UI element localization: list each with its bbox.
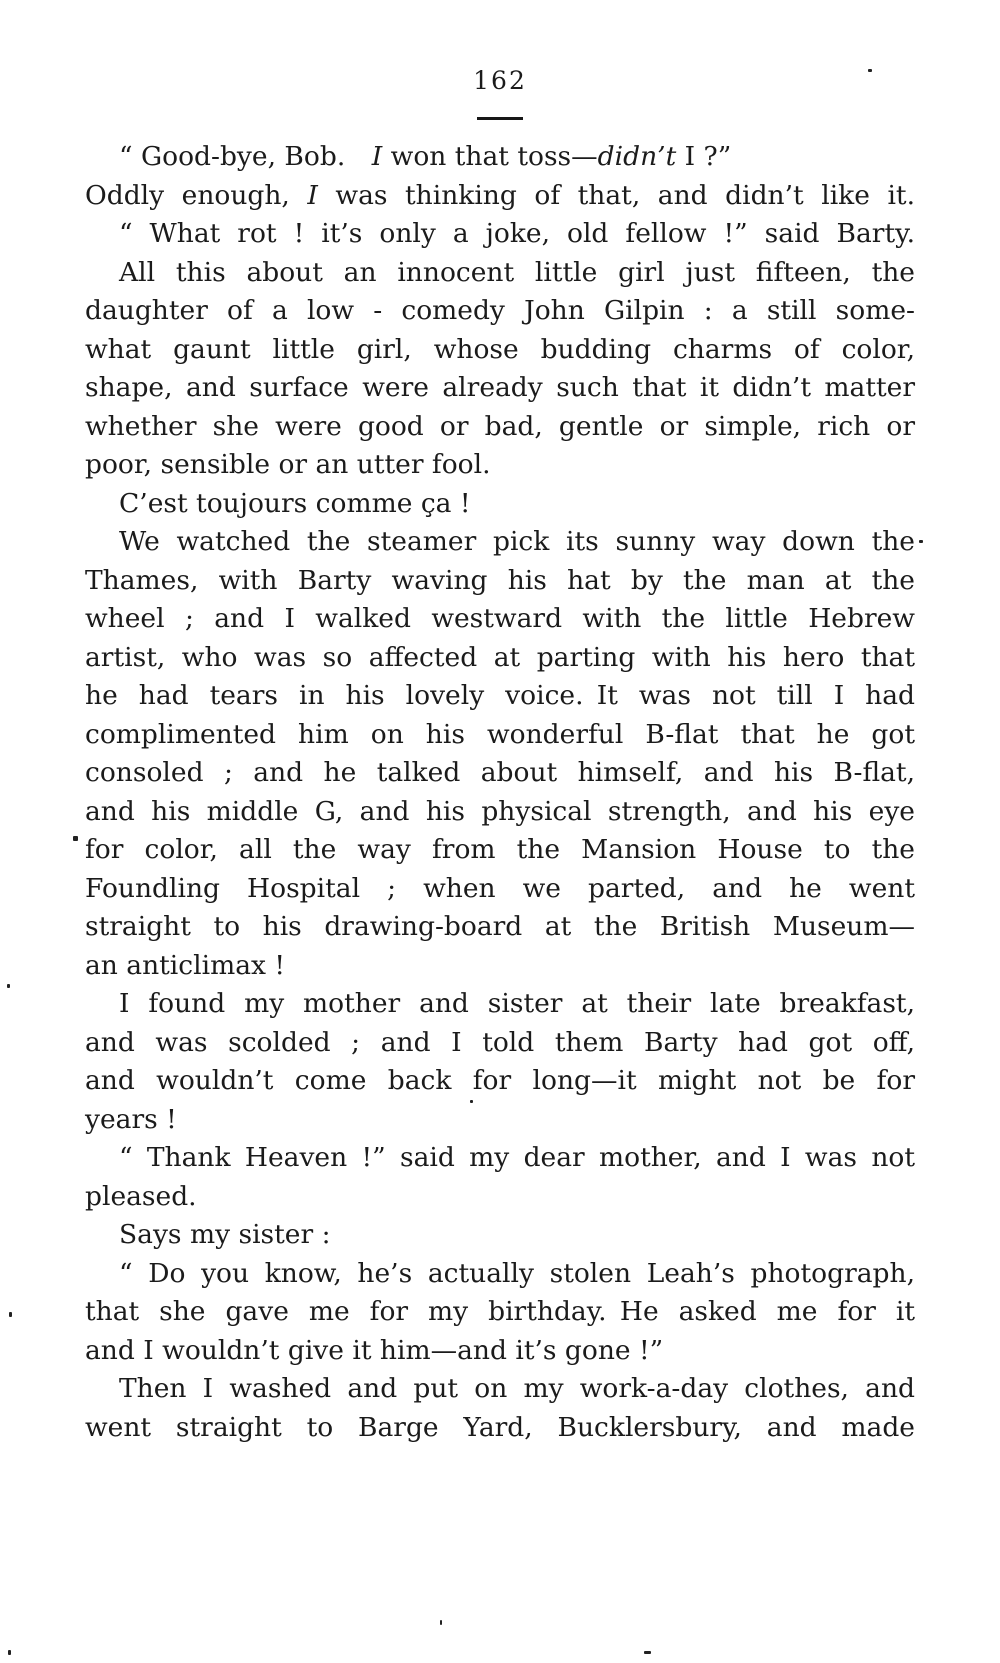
text-line [85,1216,915,1255]
scan-speck [644,1651,651,1654]
text-segment: wheel ; and I walked westward with the little Hebrew [85,603,915,634]
text-line [85,1101,915,1140]
text-line [85,1370,915,1409]
scan-speck [9,1312,12,1317]
text-segment: I ?” [676,141,732,172]
text-segment: and I wouldn’t give it him—and it’s gone !” [85,1334,664,1366]
page-body [85,138,915,1447]
text-line [85,331,915,370]
scan-speck [8,1650,11,1655]
text-segment: Foundling Hospital ; when we parted, and he went [85,872,915,904]
text-segment: for color, all the way from the Mansion House to the [85,834,915,865]
text-segment: straight to his drawing-board at the British Museum— [85,911,915,942]
text-segment: won that toss— [382,141,598,172]
text-line [85,254,915,293]
text-segment: Thames, with Barty waving his hat by the man at the [85,564,915,596]
text-segment: Oddly enough, [85,179,308,211]
scan-speck [440,1620,442,1625]
text-line [85,985,915,1024]
text-line [85,677,915,716]
text-segment: and was scolded ; and I told them Barty had got off, [85,1026,915,1058]
text-segment: and his middle G, and his physical strength, and his eye [85,795,915,827]
text-line [85,408,915,447]
text-line [85,369,915,408]
text-segment: daughter of a low - comedy John Gilpin : a still some- [85,295,915,326]
scan-speck [7,984,10,988]
scan-speck [919,540,923,543]
scan-speck [73,836,78,841]
text-line [85,138,915,177]
text-line [85,1293,915,1332]
text-line [85,1178,915,1217]
text-line [85,1409,915,1448]
text-segment: “ Good-bye, Bob. [119,141,372,172]
text-line [85,639,915,678]
text-line [85,446,915,485]
text-line [85,177,915,216]
scan-speck [868,69,872,72]
italic-text: didn’t [597,141,677,172]
text-segment: that she gave me for my birthday. He asked me for it [85,1296,915,1327]
text-segment: complimented him on his wonderful B-flat that he got [85,718,915,750]
text-segment: artist, who was so affected at parting with his hero that [85,641,915,673]
text-line [85,523,915,562]
text-segment: pleased. [85,1180,197,1212]
text-line [85,562,915,601]
text-segment: an anticlimax ! [85,949,286,981]
text-line [85,831,915,870]
text-line [85,870,915,909]
text-line [85,600,915,639]
header-rule [477,117,523,120]
text-line [85,1024,915,1063]
scan-speck [470,1100,473,1103]
italic-text: I [307,179,318,211]
text-line [85,793,915,832]
text-segment: consoled ; and he talked about himself, and his B-flat, [85,757,915,788]
text-segment: I found my mother and sister at their late breakfast, [119,988,915,1019]
text-segment: All this about an innocent little girl just fifteen, the [119,256,915,288]
italic-text: I [371,141,383,172]
text-segment: C’est toujours comme ça ! [119,487,471,519]
page-number: 162 [473,66,527,95]
text-segment: poor, sensible or an utter fool. [85,449,491,480]
text-segment: he had tears in his lovely voice. It was not till I had [85,680,915,711]
text-segment: shape, and surface were already such that it didn’t matter [85,372,915,403]
text-segment: and wouldn’t come back for long—it might not be for [85,1065,915,1096]
text-segment: went straight to Barge Yard, Bucklersbury, and made [85,1411,915,1443]
text-segment: what gaunt little girl, whose budding charms of color, [85,333,915,365]
text-line [85,754,915,793]
text-segment: whether she were good or bad, gentle or simple, rich or [85,410,915,442]
text-line [85,485,915,524]
text-segment: We watched the steamer pick its sunny way down the [119,526,915,557]
text-line [85,292,915,331]
text-line [85,215,915,254]
text-segment: years ! [85,1103,177,1135]
text-line [85,1255,915,1294]
text-line [85,1139,915,1178]
text-line [85,716,915,755]
text-segment: “ Do you know, he’s actually stolen Leah’s photograph, [119,1257,915,1289]
text-line [85,908,915,947]
text-line [85,1062,915,1101]
text-segment: was thinking of that, and didn’t like it. [317,179,915,211]
text-segment: Says my sister : [119,1219,331,1250]
text-line [85,947,915,986]
text-segment: “ Thank Heaven !” said my dear mother, and I was not [119,1142,915,1173]
text-line [85,1332,915,1371]
text-segment: “ What rot ! it’s only a joke, old fellow !” said Barty. [119,218,915,249]
text-segment: Then I washed and put on my work-a-day clothes, and [119,1373,915,1404]
